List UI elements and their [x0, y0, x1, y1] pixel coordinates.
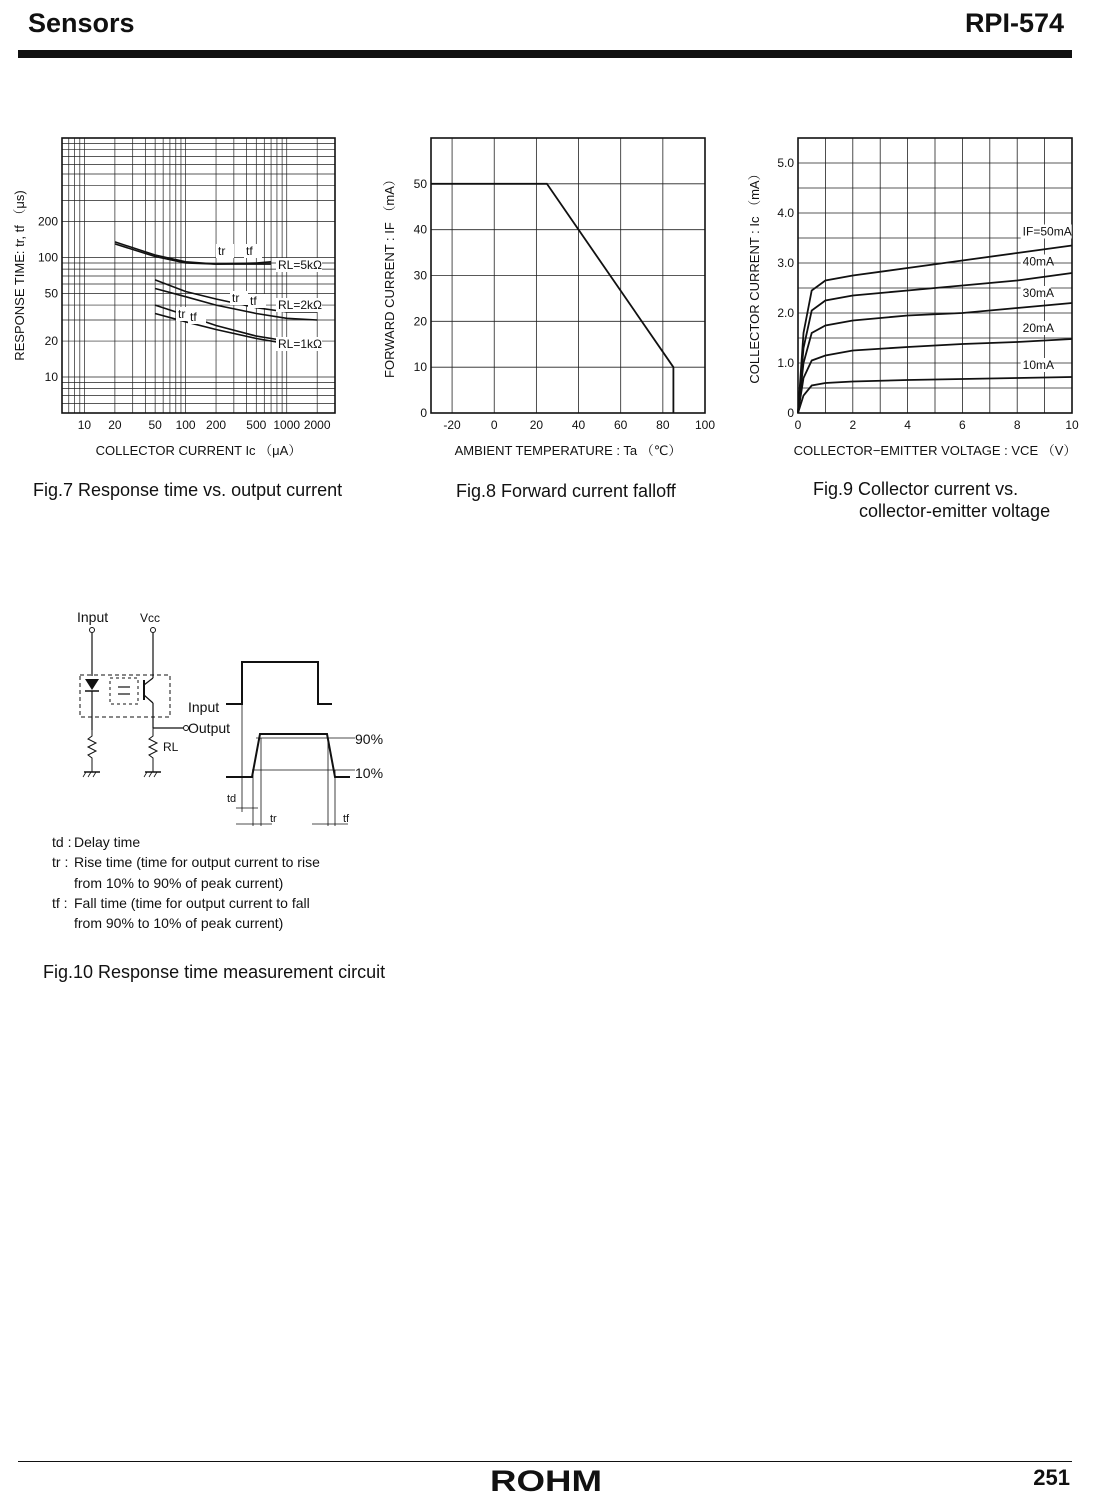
annotation-label: RL=1kΩ	[278, 337, 322, 351]
y-axis-label: COLLECTOR CURRENT : Ic （mA）	[747, 167, 762, 384]
fig7-chart	[10, 130, 350, 470]
x-tick-label: 100	[694, 418, 716, 432]
annotation-label: tr	[218, 244, 226, 258]
circuit-input2-label: Input	[188, 699, 220, 715]
load-resistor-icon	[149, 728, 157, 772]
legend-row: tf : Fall time (time for output current to fall	[52, 894, 310, 911]
annotation-label: RL=5kΩ	[278, 258, 322, 272]
annotation-label: tf	[190, 310, 197, 324]
legend-row: from 10% to 90% of peak current)	[74, 874, 284, 891]
legend-row: td : Delay time	[52, 834, 141, 850]
fig10-legend	[52, 832, 362, 933]
fig9-caption: Fig.9 Collector current vs.	[813, 479, 1019, 499]
y-tick-label: 20	[413, 314, 427, 329]
x-tick-label: 6	[959, 418, 966, 432]
y-tick-label: 40	[413, 222, 427, 237]
x-axis-label: COLLECTOR CURRENT Ic （μA）	[95, 443, 302, 458]
x-axis-label: COLLECTOR−EMITTER VOLTAGE : VCE （V）	[793, 443, 1077, 458]
output-waveform	[226, 734, 350, 777]
circuit-output-label: Output	[188, 720, 231, 736]
input-waveform	[226, 662, 332, 704]
y-axis-label: RESPONSE TIME: tr, tf （μs)	[12, 190, 27, 361]
y-tick-label: 50	[413, 176, 427, 191]
x-tick-label: 8	[1013, 418, 1021, 432]
header-rule	[18, 50, 1072, 58]
x-tick-label: 1000	[273, 418, 301, 432]
td-label: td	[227, 793, 237, 805]
y-tick-label: 5.0	[777, 156, 794, 170]
p10-label: 10%	[355, 765, 384, 781]
x-tick-label: 100	[175, 418, 196, 432]
x-tick-label: 500	[246, 418, 267, 432]
y-tick-label: 10	[44, 370, 58, 385]
fig8-caption: Fig.8 Forward current falloff	[456, 481, 676, 501]
svg-text:ROHM: ROHM	[490, 1466, 602, 1494]
tr-label: tr	[270, 813, 277, 825]
page-number: 251	[1033, 1465, 1070, 1490]
annotation-label: tr	[178, 307, 186, 321]
x-tick-label: 80	[656, 418, 670, 432]
x-tick-label: 50	[148, 418, 162, 432]
resistor-icon	[88, 730, 96, 772]
x-tick-label: 2	[849, 418, 857, 432]
x-tick-label: 40	[571, 418, 586, 432]
fig8-chart	[380, 130, 725, 470]
y-tick-label: 30	[413, 268, 427, 283]
series-label: IF=50mA	[1022, 224, 1072, 239]
x-tick-label: 0	[794, 418, 802, 432]
part-number: RPI-574	[964, 8, 1064, 38]
x-tick-label: 20	[529, 418, 544, 432]
y-tick-label: 200	[37, 214, 58, 229]
y-tick-label: 10	[413, 360, 427, 375]
fig10-caption: Fig.10 Response time measurement circuit	[43, 962, 386, 982]
fig10-diagram	[40, 600, 420, 840]
x-tick-label: 4	[904, 418, 911, 432]
series-label: 10mA	[1022, 358, 1055, 372]
y-tick-label: 0	[420, 406, 427, 420]
rl-label: RL	[163, 740, 179, 754]
fig7-caption: Fig.7 Response time vs. output current	[33, 480, 343, 500]
section-title: Sensors	[28, 8, 135, 38]
series-label: 20mA	[1022, 321, 1055, 335]
x-tick-label: 2000	[303, 418, 331, 432]
series-label: 40mA	[1022, 254, 1055, 269]
x-tick-label: 0	[490, 418, 498, 432]
fig9-chart	[745, 130, 1090, 470]
x-tick-label: 10	[1065, 418, 1079, 432]
footer-rule	[18, 1461, 1072, 1462]
x-tick-label: 60	[614, 418, 628, 432]
x-tick-label: -20	[443, 418, 461, 432]
x-axis-label: AMBIENT TEMPERATURE : Ta （℃）	[454, 443, 682, 458]
x-tick-label: 20	[108, 418, 122, 432]
circuit-input-label: Input	[77, 609, 109, 625]
annotation-label: tf	[246, 244, 253, 258]
y-tick-label: 50	[44, 286, 58, 301]
p90-label: 90%	[355, 731, 384, 747]
annotation-label: RL=2kΩ	[278, 298, 322, 312]
x-tick-label: 200	[206, 418, 227, 432]
y-tick-label: 100	[37, 250, 58, 265]
legend-row: from 90% to 10% of peak current)	[74, 915, 284, 932]
x-tick-label: 10	[77, 418, 92, 432]
y-tick-label: 4.0	[777, 206, 794, 220]
annotation-label: tr	[232, 291, 240, 305]
y-tick-label: 3.0	[777, 256, 794, 270]
legend-row: tr : Rise time (time for output current to rise	[52, 854, 320, 871]
y-tick-label: 20	[44, 334, 58, 349]
y-tick-label: 0	[787, 406, 794, 420]
circuit-vcc-label: Vcc	[140, 611, 161, 625]
y-tick-label: 1.0	[777, 356, 794, 370]
series-label: 30mA	[1022, 286, 1055, 300]
series-line	[431, 184, 673, 413]
y-axis-label: FORWARD CURRENT : IF （mA）	[382, 173, 397, 378]
led-icon	[85, 679, 99, 690]
fig9-caption-line2: collector-emitter voltage	[859, 501, 1051, 521]
rohm-logo	[490, 1466, 604, 1494]
plot-frame	[62, 138, 335, 413]
annotation-label: tf	[250, 294, 257, 308]
y-tick-label: 2.0	[777, 306, 794, 320]
tf-label: tf	[343, 813, 350, 825]
